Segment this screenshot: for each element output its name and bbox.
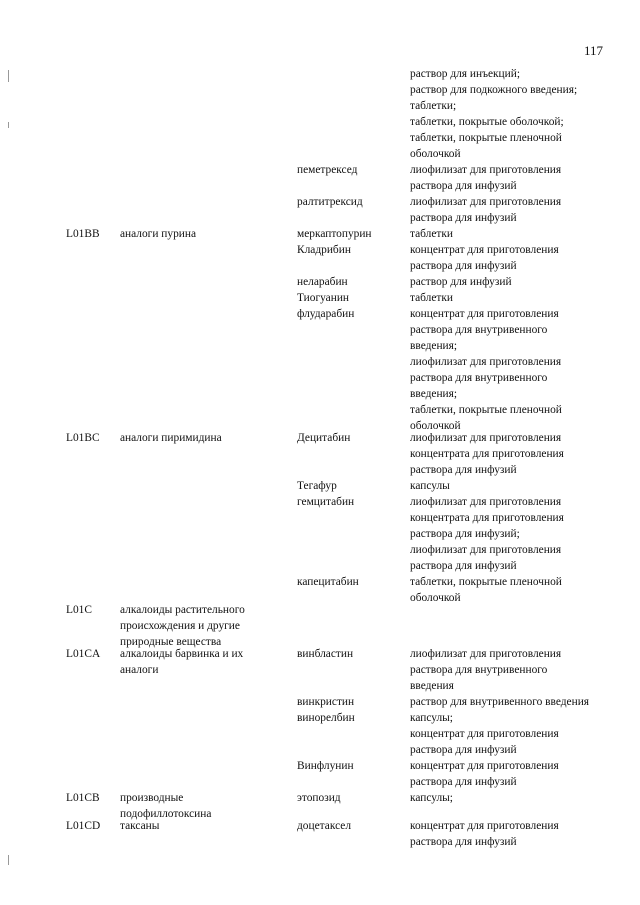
form-cell: лиофилизат для приготовления <box>410 356 562 368</box>
group-cell: аналоги пурина <box>120 228 197 240</box>
table-row <box>0 662 640 678</box>
table-row <box>0 306 640 322</box>
form-cell: лиофилизат для приготовления <box>410 432 562 444</box>
group-cell: производные <box>120 792 184 804</box>
table-row <box>0 758 640 774</box>
form-cell: раствора для инфузий <box>410 776 517 788</box>
form-cell: раствор для подкожного введения; <box>410 84 578 96</box>
drug-cell: меркаптопурин <box>297 228 372 240</box>
table-row <box>0 210 640 226</box>
drug-cell: неларабин <box>297 276 348 288</box>
page-number: 117 <box>584 43 604 58</box>
form-cell: оболочкой <box>410 148 461 160</box>
code-cell: L01CD <box>66 820 101 832</box>
table-row <box>0 274 640 290</box>
form-cell: раствора для инфузий; <box>410 528 520 540</box>
table-row <box>0 446 640 462</box>
table-row <box>0 742 640 758</box>
form-cell: таблетки <box>410 292 454 304</box>
form-cell: капсулы; <box>410 712 453 724</box>
form-cell: таблетки; <box>410 100 457 112</box>
table-row <box>0 834 640 850</box>
form-cell: раствор для внутривенного введения <box>410 696 590 708</box>
form-cell: раствора для инфузий <box>410 836 517 848</box>
table-row <box>0 130 640 146</box>
form-cell: введения <box>410 680 454 692</box>
table-row <box>0 322 640 338</box>
drug-cell: доцетаксел <box>297 820 351 832</box>
drug-cell: Децитабин <box>297 432 351 444</box>
group-cell: алкалоиды растительного <box>120 604 245 616</box>
table-row <box>0 694 640 710</box>
drug-cell: Тегафур <box>297 480 337 492</box>
table-row <box>0 114 640 130</box>
table-row <box>0 402 640 418</box>
form-cell: введения; <box>410 388 458 400</box>
form-cell: лиофилизат для приготовления <box>410 648 562 660</box>
form-cell: таблетки <box>410 228 454 240</box>
form-cell: концентрат для приготовления <box>410 244 559 256</box>
form-cell: капсулы; <box>410 792 453 804</box>
group-cell: подофиллотоксина <box>120 808 212 820</box>
table-row <box>0 386 640 402</box>
table-row <box>0 462 640 478</box>
form-cell: концентрата для приготовления <box>410 512 564 524</box>
form-cell: лиофилизат для приготовления <box>410 164 562 176</box>
table-row <box>0 494 640 510</box>
table-row <box>0 162 640 178</box>
table-row <box>0 290 640 306</box>
table-row <box>0 558 640 574</box>
drug-cell: винкристин <box>297 696 355 708</box>
group-cell: природные вещества <box>120 636 222 648</box>
form-cell: концентрат для приготовления <box>410 308 559 320</box>
table-row <box>0 526 640 542</box>
form-cell: раствора для инфузий <box>410 260 517 272</box>
table-row <box>0 646 640 662</box>
drug-cell: гемцитабин <box>297 496 355 508</box>
table-row <box>0 726 640 742</box>
form-cell: лиофилизат для приготовления <box>410 496 562 508</box>
table-row <box>0 146 640 162</box>
table-row <box>0 242 640 258</box>
table-row <box>0 194 640 210</box>
code-cell: L01CB <box>66 792 100 804</box>
form-cell: концентрата для приготовления <box>410 448 564 460</box>
table-row <box>0 354 640 370</box>
drug-cell: Винфлунин <box>297 760 354 772</box>
group-cell: аналоги <box>120 664 159 676</box>
table-row <box>0 478 640 494</box>
drug-cell: винбластин <box>297 648 354 660</box>
table-row <box>0 258 640 274</box>
drug-cell: Тиогуанин <box>297 292 350 304</box>
table-row <box>0 618 640 634</box>
form-cell: таблетки, покрытые оболочкой; <box>410 116 564 128</box>
drug-cell: флударабин <box>297 308 355 320</box>
table-row <box>0 430 640 446</box>
table-row <box>0 710 640 726</box>
form-cell: оболочкой <box>410 420 461 432</box>
drug-cell: винорелбин <box>297 712 355 724</box>
form-cell: таблетки, покрытые пленочной <box>410 132 562 144</box>
form-cell: раствора для инфузий <box>410 180 517 192</box>
form-cell: капсулы <box>410 480 450 492</box>
form-cell: раствора для инфузий <box>410 744 517 756</box>
form-cell: раствора для инфузий <box>410 212 517 224</box>
form-cell: концентрат для приготовления <box>410 728 559 740</box>
form-cell: раствора для инфузий <box>410 560 517 572</box>
code-cell: L01BB <box>66 228 100 240</box>
table-row <box>0 338 640 354</box>
table-row <box>0 602 640 618</box>
table-row <box>0 98 640 114</box>
form-cell: раствора для внутривенного <box>410 664 548 676</box>
drug-cell: Кладрибин <box>297 244 351 256</box>
table-row <box>0 678 640 694</box>
form-cell: раствора для инфузий <box>410 464 517 476</box>
table-row <box>0 66 640 82</box>
form-cell: таблетки, покрытые пленочной <box>410 404 562 416</box>
form-cell: лиофилизат для приготовления <box>410 544 562 556</box>
table-row <box>0 818 640 834</box>
code-cell: L01CA <box>66 648 101 660</box>
drug-cell: пеметрексед <box>297 164 358 176</box>
table-row <box>0 510 640 526</box>
table-row <box>0 790 640 806</box>
form-cell: концентрат для приготовления <box>410 760 559 772</box>
table-row <box>0 82 640 98</box>
form-cell: раствора для внутривенного <box>410 372 548 384</box>
form-cell: раствор для инфузий <box>410 276 512 288</box>
group-cell: алкалоиды барвинка и их <box>120 648 244 660</box>
drug-cell: этопозид <box>297 792 341 804</box>
form-cell: таблетки, покрытые пленочной <box>410 576 562 588</box>
drug-cell: капецитабин <box>297 576 359 588</box>
table-row <box>0 542 640 558</box>
code-cell: L01BC <box>66 432 100 444</box>
form-cell: оболочкой <box>410 592 461 604</box>
form-cell: концентрат для приготовления <box>410 820 559 832</box>
drug-cell: ралтитрексид <box>297 196 363 208</box>
form-cell: введения; <box>410 340 458 352</box>
table-row <box>0 574 640 590</box>
group-cell: таксаны <box>120 820 160 832</box>
form-cell: лиофилизат для приготовления <box>410 196 562 208</box>
table-row <box>0 178 640 194</box>
table-row <box>0 774 640 790</box>
code-cell: L01C <box>66 604 92 616</box>
group-cell: происхождения и другие <box>120 620 240 632</box>
form-cell: раствора для внутривенного <box>410 324 548 336</box>
form-cell: раствор для инъекций; <box>410 68 521 80</box>
table-row <box>0 226 640 242</box>
table-row <box>0 370 640 386</box>
group-cell: аналоги пиримидина <box>120 432 222 444</box>
